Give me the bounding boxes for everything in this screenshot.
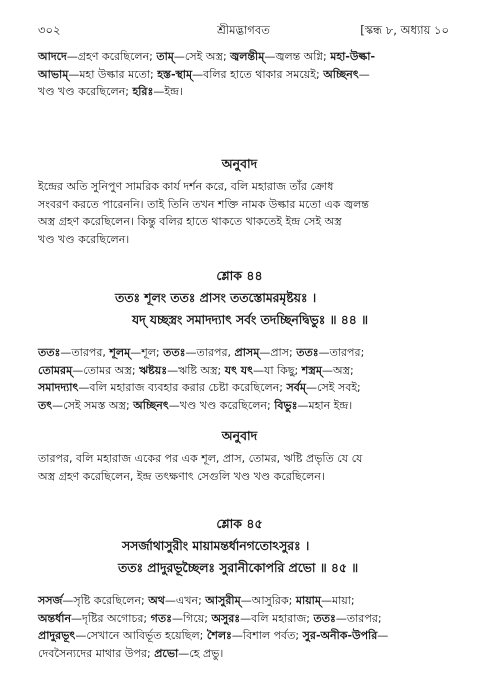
sanskrit-term: আদদে	[38, 50, 67, 63]
running-title: শ্রীমদ্ভাগবত	[217, 23, 270, 37]
sanskrit-term: মায়াম্	[295, 594, 321, 607]
gloss: —ইন্দ্র।	[153, 85, 183, 98]
gloss: —অস্ত্র;	[321, 363, 354, 377]
sanskrit-term: শস্ত্রম্	[301, 363, 322, 377]
sanskrit-term: জ্বলন্তীম্	[230, 50, 265, 63]
synonym-line	[38, 66, 450, 84]
synonym-line	[38, 344, 450, 362]
verse-heading: শ্লোক ৪৫	[216, 516, 263, 531]
gloss: —বিশাল পর্বত;	[231, 629, 303, 642]
sanskrit-term: অচ্ছিনৎ	[133, 398, 169, 412]
gloss: —বলি মহারাজ ব্যবহার করার চেষ্টা করেছিলেন;	[78, 381, 287, 394]
gloss: —দৃষ্টির অগোচর;	[71, 611, 151, 625]
gloss: —	[377, 629, 389, 642]
synonym-line	[38, 645, 450, 663]
sanskrit-term: সমাদদ্যাৎ	[38, 381, 79, 394]
sanskrit-term: ততঃ	[296, 346, 319, 359]
gloss: —সেই সবই;	[306, 381, 361, 394]
gloss: —সৃষ্টি করেছিলেন;	[62, 594, 149, 607]
gloss: —প্রাস;	[259, 346, 297, 359]
gloss: —আসুরিক;	[240, 594, 296, 607]
gloss: —মায়া;	[320, 594, 355, 607]
page-number: ৩০২	[38, 23, 61, 37]
gloss: —তোমর অস্ত্র;	[72, 363, 140, 377]
gloss: —যা কিছু;	[253, 363, 302, 377]
translation-line: সংবরণ করতে পারেননি। তাই তিনি তখন শক্তি নামক উল্কার মতো এক জ্বলন্ত	[38, 197, 369, 211]
translation-paragraph	[38, 450, 450, 485]
sanskrit-term: গতঃ	[150, 611, 172, 625]
translation-line: খণ্ড খণ্ড করেছিলেন।	[38, 232, 130, 246]
synonym-line	[38, 610, 450, 628]
gloss: —তারপর,	[60, 346, 110, 359]
sanskrit-term: অথ	[148, 594, 165, 607]
sanskrit-term: শূলম্	[109, 346, 131, 359]
sanskrit-term: আসুরীম্	[205, 594, 241, 607]
synonym-line	[38, 48, 450, 66]
synonym-line	[38, 362, 450, 380]
sanskrit-term: ততঃ	[163, 346, 186, 359]
translation-line: অস্ত্র গ্রহণ করেছিলেন। কিন্তু বলির হাতে থাকতে থাকতেই ইন্দ্র সেই অস্ত্র	[38, 215, 342, 228]
sanskrit-term: অন্তর্ধান	[38, 611, 72, 625]
synonym-line	[38, 627, 450, 645]
sanskrit-term: সুর-অনীক-উপরি	[302, 629, 378, 642]
verse-line: ততঃ শূলং ততঃ প্রাসং ততস্তোমরমৃষ্টয়ঃ ।	[115, 291, 317, 305]
gloss: —মহান ইন্দ্র।	[297, 398, 353, 412]
translation-line: তারপর, বলি মহারাজ একের পর এক শূল, প্রাস, তোমর, ঋষ্টি প্রভৃতি যে যে	[38, 452, 363, 465]
gloss: —তারপর;	[318, 346, 365, 359]
gloss: —ঋষ্টি অস্ত্র;	[167, 363, 225, 377]
sanskrit-term: সর্বম্	[286, 381, 306, 394]
translation-line: অস্ত্র গ্রহণ করেছিলেন, ইন্দ্র তৎক্ষণাৎ সেগুলি খণ্ড খণ্ড করেছিলেন।	[38, 469, 325, 483]
gloss: —গিয়ে;	[171, 611, 212, 625]
sanskrit-term: প্রভো	[154, 646, 179, 660]
sanskrit-term: বিভুঃ	[274, 398, 298, 412]
gloss: —	[358, 67, 370, 81]
synonym-line	[38, 397, 450, 415]
gloss: —বলি মহারাজ;	[240, 611, 314, 625]
translation-line: ইন্দ্রের অতি সুনিপুণ সামরিক কার্য দর্শন করে, বলি মহারাজ তাঁর ক্রোধ	[38, 180, 334, 193]
page-header	[38, 22, 449, 40]
sanskrit-term: হস্ত-স্থাম্	[157, 67, 193, 81]
sanskrit-term: অসুরঃ	[211, 611, 241, 625]
synonyms-top	[38, 48, 450, 101]
verse-line: সসর্জাথাসুরীং মায়ামন্তর্ধানগতোঽসুরঃ ।	[122, 539, 310, 553]
synonym-line	[38, 83, 450, 101]
sanskrit-term: ততঃ	[38, 346, 61, 359]
sanskrit-term: তোমরম্	[38, 363, 73, 377]
sanskrit-term: প্রাদুরভূৎ	[38, 629, 76, 642]
gloss: —তারপর,	[185, 346, 235, 359]
sanskrit-term: শৈলঃ	[206, 629, 232, 642]
verse-heading: শ্লোক ৪৪	[216, 268, 263, 283]
sanskrit-term: হরিঃ	[132, 85, 154, 98]
synonyms-45	[38, 592, 450, 662]
gloss: —মহা উল্কার মতো;	[68, 67, 158, 81]
sanskrit-term: সসর্জ	[38, 594, 63, 607]
verse-line: ততঃ প্রাদুরভূচ্ছৈলঃ সুরানীকোপরি প্রভো ॥ ৪৫ ॥	[118, 561, 359, 575]
gloss: —শূল;	[130, 346, 164, 359]
gloss: —বলির হাতে থাকার সময়েই;	[192, 67, 324, 81]
anubad-heading: অনুবাদ	[221, 156, 258, 171]
gloss: —এখন;	[164, 594, 206, 607]
synonym-line	[38, 379, 450, 397]
anubad-heading: অনুবাদ	[221, 428, 258, 443]
sanskrit-term: অচ্ছিনৎ	[323, 67, 359, 81]
sanskrit-term: তাম্	[156, 50, 174, 63]
gloss: —জ্বলন্ত অগ্নি;	[264, 50, 331, 63]
sanskrit-term: ঋষ্টয়ঃ	[139, 363, 168, 377]
sanskrit-term: তৎ	[38, 398, 53, 412]
gloss: দেবসৈন্যদের মাথার উপর;	[38, 646, 155, 660]
translation-paragraph	[38, 178, 450, 248]
gloss: —হে প্রভু।	[178, 646, 224, 660]
verse-line: যদ্ যচ্ছস্ত্রং সমাদদ্যাৎ সর্বং তদচ্ছিনদ্বিভুঃ ॥ ৪৪ ॥	[132, 313, 368, 327]
gloss: —সেই অস্ত্র;	[173, 50, 231, 63]
gloss: —গ্রহণ করেছিলেন;	[66, 50, 157, 63]
gloss: খণ্ড খণ্ড করেছিলেন;	[38, 85, 133, 98]
gloss: —সেখানে আবির্ভূত হয়েছিল;	[75, 629, 207, 642]
sanskrit-term: যৎ যৎ	[224, 363, 253, 377]
synonym-line	[38, 592, 450, 610]
sanskrit-term: আভাম্	[38, 67, 69, 81]
gloss: —খণ্ড খণ্ড করেছিলেন;	[168, 398, 275, 412]
gloss: —তারপর;	[335, 611, 382, 625]
synonyms-44	[38, 344, 450, 414]
section-label: [স্কন্ধ ৮, অধ্যায় ১০	[360, 23, 449, 37]
sanskrit-term: মহা-উল্কা-	[330, 50, 376, 63]
sanskrit-term: প্রাসম্	[234, 346, 260, 359]
sanskrit-term: ততঃ	[313, 611, 336, 625]
gloss: —সেই সমস্ত অস্ত্র;	[52, 398, 134, 412]
